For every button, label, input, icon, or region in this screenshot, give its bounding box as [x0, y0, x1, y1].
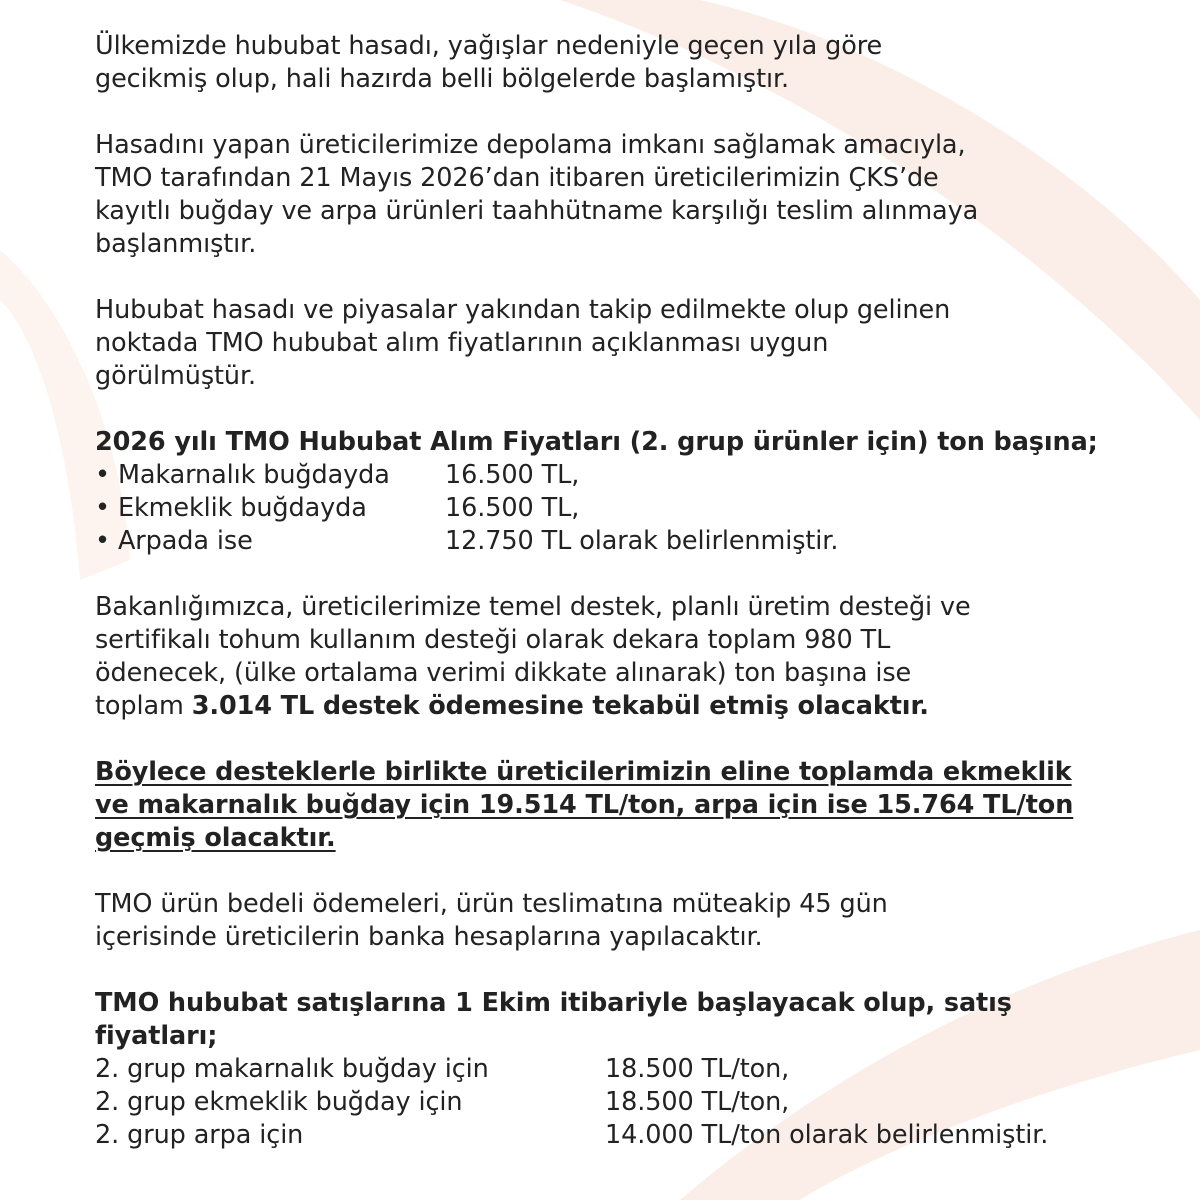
price-value: 16.500 TL, [445, 493, 580, 523]
text-line: ödenecek, (ülke ortalama verimi dikkate alınarak) ton başına ise [95, 658, 912, 688]
sales-price-title: fiyatları; [95, 1021, 218, 1051]
text-line: başlanmıştır. [95, 229, 257, 259]
paragraph-total-income [95, 756, 1155, 855]
paragraph-storage [95, 129, 1155, 261]
sales-value: 18.500 TL/ton, [605, 1087, 790, 1117]
text-line: geçmiş olacaktır. [95, 823, 336, 853]
paragraph-support [95, 591, 1155, 723]
price-row-durum-wheat [95, 459, 1155, 492]
sales-label: 2. grup makarnalık buğday için [95, 1054, 489, 1084]
sales-label: 2. grup ekmeklik buğday için [95, 1087, 463, 1117]
sales-value: 14.000 TL/ton olarak belirlenmiştir. [605, 1120, 1049, 1150]
purchase-price-list [95, 426, 1155, 558]
support-amount-bold: 3.014 TL destek ödemesine tekabül etmiş olacaktır. [191, 691, 929, 721]
price-value: 12.750 TL olarak belirlenmiştir. [445, 526, 839, 556]
sales-value: 18.500 TL/ton, [605, 1054, 790, 1084]
sales-price-list [95, 987, 1155, 1152]
text-line: ve makarnalık buğday için 19.514 TL/ton, arpa için ise 15.764 TL/ton [95, 790, 1074, 820]
text-line: gecikmiş olup, hali hazırda belli bölgelerde başlamıştır. [95, 64, 790, 94]
sales-label: 2. grup arpa için [95, 1120, 304, 1150]
text-line: Hububat hasadı ve piyasalar yakından takip edilmekte olup gelinen [95, 295, 951, 325]
sales-row-bread-wheat [95, 1086, 1155, 1119]
price-row-bread-wheat [95, 492, 1155, 525]
support-prefix: toplam [95, 691, 192, 721]
paragraph-markets [95, 294, 1155, 393]
text-line: kayıtlı buğday ve arpa ürünleri taahhütname karşılığı teslim alınmaya [95, 196, 979, 226]
text-line: içerisinde üreticilerin banka hesaplarına yapılacaktır. [95, 922, 763, 952]
text-line: TMO ürün bedeli ödemeleri, ürün teslimatına müteakip 45 gün [95, 889, 888, 919]
sales-row-barley [95, 1119, 1155, 1152]
purchase-price-title: 2026 yılı TMO Hububat Alım Fiyatları (2. grup ürünler için) ton başına; [95, 427, 1098, 457]
text-line: Hasadını yapan üreticilerimize depolama imkanı sağlamak amacıyla, [95, 130, 966, 160]
paragraph-harvest [95, 30, 1155, 96]
text-line: Böylece desteklerle birlikte üreticilerimizin eline toplamda ekmeklik [95, 757, 1072, 787]
text-line: Bakanlığımızca, üreticilerimize temel destek, planlı üretim desteği ve [95, 592, 971, 622]
text-line: sertifikalı tohum kullanım desteği olarak dekara toplam 980 TL [95, 625, 891, 655]
price-row-barley [95, 525, 1155, 558]
text-line: noktada TMO hububat alım fiyatlarının açıklanması uygun [95, 328, 829, 358]
price-label: • Ekmeklik buğdayda [95, 493, 367, 523]
sales-row-durum-wheat [95, 1053, 1155, 1086]
paragraph-payment [95, 888, 1155, 954]
text-line [95, 690, 1155, 723]
text-line: görülmüştür. [95, 361, 257, 391]
price-label: • Makarnalık buğdayda [95, 460, 390, 490]
price-value: 16.500 TL, [445, 460, 580, 490]
announcement-document [95, 30, 1155, 1185]
sales-price-title: TMO hububat satışlarına 1 Ekim itibariyle başlayacak olup, satış [95, 988, 1012, 1018]
text-line: Ülkemizde hububat hasadı, yağışlar nedeniyle geçen yıla göre [95, 31, 883, 61]
price-label: • Arpada ise [95, 526, 253, 556]
text-line: TMO tarafından 21 Mayıs 2026’dan itibaren üreticilerimizin ÇKS’de [95, 163, 939, 193]
